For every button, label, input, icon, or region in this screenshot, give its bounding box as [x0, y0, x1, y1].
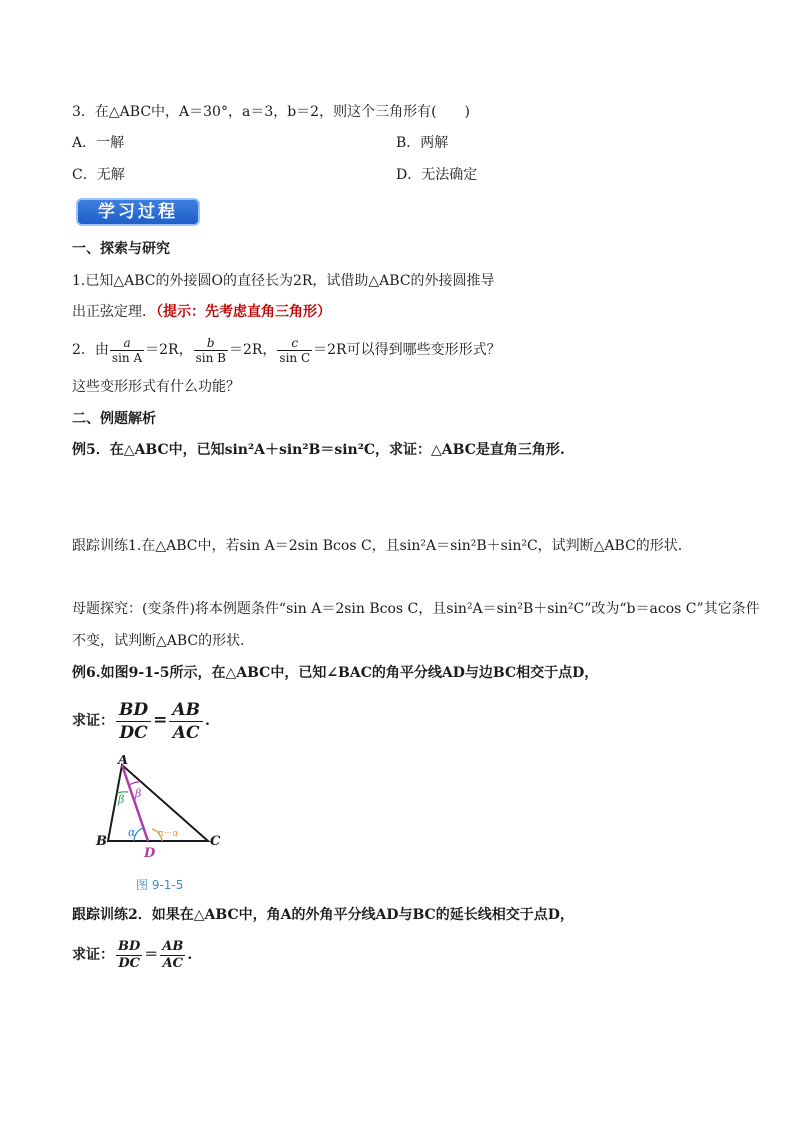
- tracking-training-1: 跟踪训练1.在△ABC中，若sin A＝2sin Bcos C，且sin²A＝sin²B＋sin²C，试判断△ABC的形状.: [72, 538, 683, 554]
- training-2-prove: 求证： $\frac{BD}{DC}$ ＝ $\frac{AB}{AC}$ .: [72, 938, 193, 971]
- mother-problem-line-1: 母题探究：(变条件)将本例题条件“sin A＝2sin Bcos C，且sin²A＝sin²B＋sin²C”改为“b＝acos C”其它条件: [72, 601, 760, 617]
- label-a: A: [118, 755, 129, 768]
- example-6: 例6.如图9-1-5所示，在△ABC中，已知∠BAC的角平分线AD与边BC相交于点D，: [72, 665, 599, 681]
- mother-problem-line-2: 不变，试判断△ABC的形状．: [72, 633, 255, 649]
- example-6-prove: 求证： $\frac{BD}{DC}$ = $\frac{AB}{AC}$ .: [72, 699, 210, 743]
- fraction-b-over-sin-b: $\frac{b}{\text{sin B}}$: [195, 335, 226, 365]
- item-1-text: 出正弦定理．: [72, 304, 156, 320]
- item-1-line-1: 1.已知△ABC的外接圆O的直径长为2R，试借助△ABC的外接圆推导: [72, 273, 495, 289]
- beta-label-right: β: [135, 787, 142, 800]
- fraction-ab-over-ac-2: $\frac{AB}{AC}$: [162, 938, 184, 971]
- item-2-prefix: 2．由: [72, 342, 109, 358]
- section-1-heading: 一、探索与研究: [72, 241, 170, 257]
- fraction-a-over-sin-a: $\frac{a}{\text{sin A}}$: [111, 335, 143, 365]
- example-5: 例5．在△ABC中，已知sin²A＋sin²B＝sin²C，求证：△ABC是直角三角形.: [72, 442, 565, 458]
- tracking-training-2: 跟踪训练2．如果在△ABC中，角A的外角平分线AD与BC的延长线相交于点D，: [72, 907, 574, 923]
- fraction-bd-over-dc: $\frac{BD}{DC}$: [116, 699, 151, 744]
- triangle-figure: [92, 755, 232, 867]
- fraction-ab-over-ac: $\frac{AB}{AC}$: [169, 699, 203, 744]
- fraction-c-over-sin-c: $\frac{c}{\text{sin C}}$: [279, 335, 311, 365]
- option-c: C．无解: [72, 167, 125, 183]
- label-d: D: [144, 846, 156, 861]
- fraction-bd-over-dc-2: $\frac{BD}{DC}$: [118, 938, 141, 971]
- learning-process-banner: 学习过程: [76, 198, 200, 226]
- label-b: B: [96, 834, 107, 849]
- beta-label-left: β: [118, 793, 125, 806]
- item-1-line-2: [72, 302, 331, 322]
- item-2-line-2: 这些变形形式有什么功能？: [72, 379, 240, 395]
- pi-minus-alpha-label: π－α: [158, 829, 179, 839]
- beta-arc-right: [129, 782, 139, 785]
- figure-caption: 图 9-1-5: [136, 878, 184, 892]
- alpha-label: α: [128, 826, 136, 839]
- option-b: B．两解: [396, 135, 449, 151]
- label-c: C: [210, 834, 221, 849]
- option-d: D．无法确定: [396, 167, 478, 183]
- section-2-heading: 二、例题解析: [72, 411, 156, 427]
- question-3-stem: 3．在△ABC中，A＝30°，a＝3，b＝2，则这个三角形有( ): [72, 104, 471, 120]
- item-1-hint: （提示：先考虑直角三角形）: [156, 304, 331, 320]
- option-a: A．一解: [72, 135, 125, 151]
- item-2-line-1: 2．由 $\frac{a}{\text{sin A}}$ ＝2R， $\frac{b}{\text{sin B}}$ ＝2R， $\frac{c}{\text{sin C}}$ ＝2R可以得到哪些变形形式？: [72, 335, 501, 365]
